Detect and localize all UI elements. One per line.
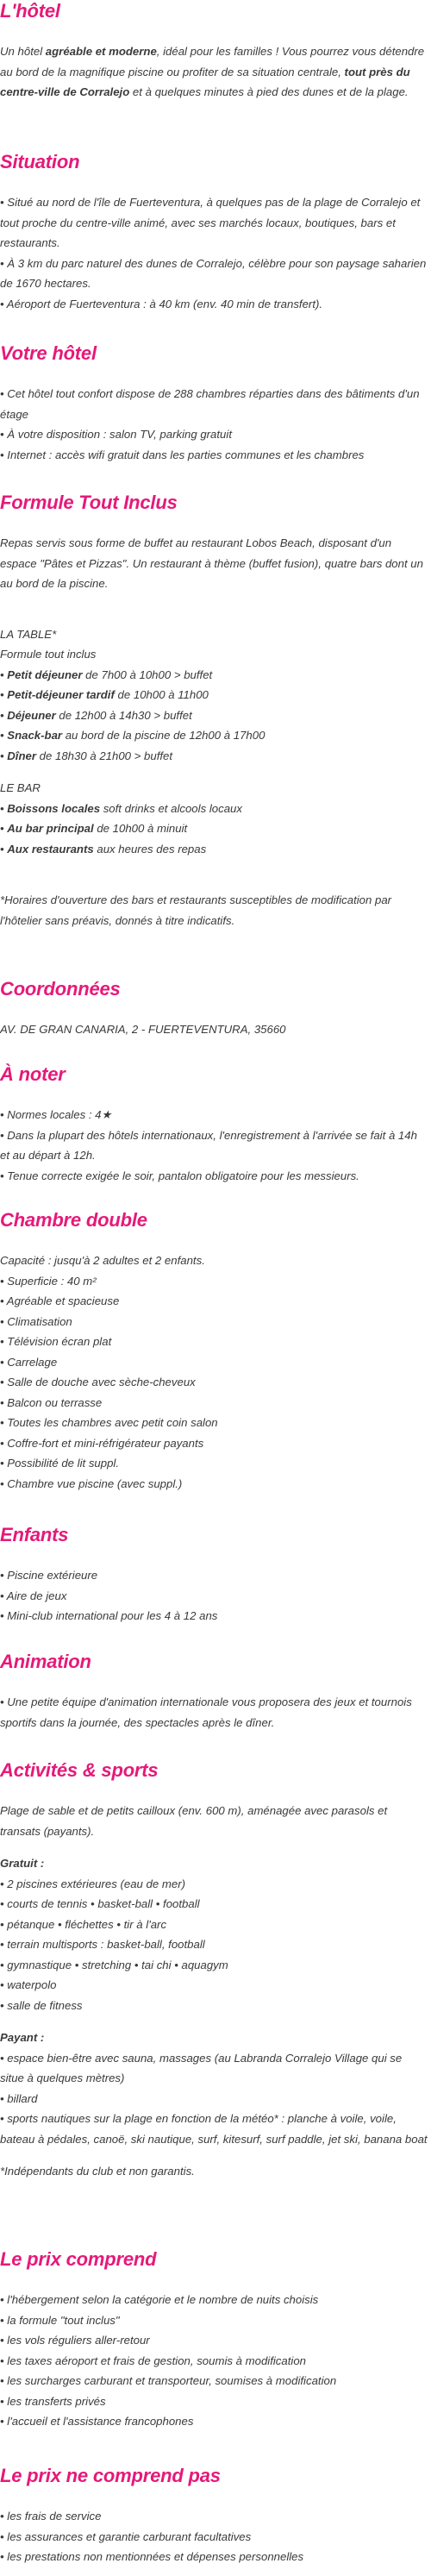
- list-item: • Climatisation: [0, 1314, 72, 1328]
- section-heading: Le prix ne comprend pas: [0, 2465, 221, 2486]
- section-heading: Chambre double: [0, 1209, 147, 1231]
- section-coordonnees: [0, 978, 428, 1040]
- list-item: • Salle de douche avec sèche-cheveux: [0, 1376, 196, 1388]
- table-subtitle: Formule tout inclus: [0, 648, 97, 661]
- list-item: • Carrelage: [0, 1355, 58, 1369]
- list-item: • courts de tennis • basket-ball • football: [0, 1897, 200, 1910]
- section-heading: Votre hôtel: [0, 342, 97, 364]
- list-item: • les transferts privés: [0, 2394, 106, 2408]
- list-item: • À votre disposition : salon TV, parking gratuit: [0, 428, 232, 441]
- list-item: • terrain multisports : basket-ball, football: [0, 1938, 205, 1951]
- list-item: • Snack-bar au bord de la piscine de 12h00 à 17h00: [0, 729, 265, 742]
- list-item: • les frais de service: [0, 2510, 102, 2523]
- list-item: • Coffre-fort et mini-réfrigérateur payants: [0, 1436, 204, 1450]
- section-prix-ne-comprend: [0, 2465, 428, 2567]
- list-item: • Chambre vue piscine (avec suppl.): [0, 1476, 183, 1490]
- list-item: • waterpolo: [0, 1978, 57, 1991]
- list-item: • Aire de jeux: [0, 1589, 67, 1602]
- list-item: • Petit déjeuner de 7h00 à 10h00 > buffet: [0, 668, 213, 681]
- list-item: • les vols réguliers aller-retour: [0, 2334, 150, 2347]
- list-item: • sports nautiques sur la plage en fonction de la météo* : planche à voile, voile, bateau à pédales, canoë, ski nautique, surf, kitesurf, surf paddle, jet ski, banana boat: [0, 2112, 428, 2146]
- list-item: • Piscine extérieure: [0, 1569, 98, 1582]
- section-hotel: [0, 0, 428, 103]
- section-heading: Formule Tout Inclus: [0, 492, 178, 513]
- list-item: • Internet : accès wifi gratuit dans les parties communes et les chambres: [0, 448, 365, 461]
- section-tout-inclus: [0, 492, 428, 931]
- section-heading: Activités & sports: [0, 1759, 159, 1781]
- section-heading: Situation: [0, 151, 80, 172]
- list-item: • Superficie : 40 m²: [0, 1274, 97, 1288]
- list-item: • 2 piscines extérieures (eau de mer): [0, 1877, 185, 1890]
- list-item: • pétanque • fléchettes • tir à l'arc: [0, 1917, 167, 1931]
- list-item: • l'hébergement selon la catégorie et le nombre de nuits choisis: [0, 2293, 319, 2306]
- list-item: • les assurances et garantie carburant facultatives: [0, 2529, 252, 2543]
- tout-inclus-intro: Repas servis sous forme de buffet au restaurant Lobos Beach, disposant d'un espace "Pâtes et Pizzas". Un restaurant à thème (buffet fusion), quatre bars dont un au bord de la piscine.: [0, 536, 423, 590]
- list-item: • À 3 km du parc naturel des dunes de Corralejo, célèbre pour son paysage saharien de 1670 hectares.: [0, 256, 427, 290]
- section-enfants: [0, 1524, 428, 1626]
- list-item: • billard: [0, 2091, 38, 2105]
- list-item: • Cet hôtel tout confort dispose de 288 chambres réparties dans des bâtiments d'un étage: [0, 387, 420, 421]
- section-heading: Enfants: [0, 1524, 69, 1545]
- list-item: • Possibilité de lit suppl.: [0, 1457, 120, 1470]
- section-a-noter: [0, 1063, 428, 1186]
- list-item: • Aéroport de Fuerteventura : à 40 km (env. 40 min de transfert).: [0, 297, 323, 310]
- section-prix-comprend: [0, 2248, 428, 2432]
- list-item: • les taxes aéroport et frais de gestion, soumis à modification: [0, 2353, 306, 2367]
- list-item: • l'accueil et l'assistance francophones: [0, 2415, 194, 2428]
- list-item: • Situé au nord de l'île de Fuerteventura, à quelques pas de la plage de Corralejo et tout proche du centre-ville animé, avec ses marchés locaux, boutiques, bars et restaurants.: [0, 196, 421, 249]
- list-item: • la formule "tout inclus": [0, 2313, 120, 2327]
- section-heading: Le prix comprend: [0, 2248, 157, 2270]
- list-item: • Balcon ou terrasse: [0, 1395, 103, 1409]
- tout-inclus-note: *Horaires d'ouverture des bars et restaurants susceptibles de modification par l'hôtelier sans préavis, donnés à titre indicatifs.: [0, 893, 392, 927]
- list-item: • Mini-club international pour les 4 à 12 ans: [0, 1609, 218, 1622]
- gratuit-title: Gratuit :: [0, 1857, 45, 1870]
- section-situation: [0, 151, 428, 314]
- section-chambre: [0, 1209, 428, 1494]
- list-item: • Aux restaurants aux heures des repas: [0, 842, 207, 856]
- section-votre-hotel: [0, 342, 428, 465]
- list-item: • Dans la plupart des hôtels internationaux, l'enregistrement à l'arrivée se fait à 14h et au départ à 12h.: [0, 1128, 417, 1162]
- list-item: • Normes locales : 4★: [0, 1108, 112, 1121]
- list-item: • les surcharges carburant et transporteur, soumises à modification: [0, 2374, 337, 2387]
- section-heading: L'hôtel: [0, 0, 60, 22]
- list-item: • Petit-déjeuner tardif de 10h00 à 11h00: [0, 688, 209, 701]
- chambre-intro: Capacité : jusqu'à 2 adultes et 2 enfants.: [0, 1254, 205, 1267]
- section-animation: [0, 1651, 428, 1733]
- list-item: • gymnastique • stretching • tai chi • aquagym: [0, 1958, 228, 1971]
- list-item: • Déjeuner de 12h00 à 14h30 > buffet: [0, 708, 192, 722]
- list-item: • les prestations non mentionnées et dépenses personnelles: [0, 2550, 304, 2563]
- list-item: • espace bien-être avec sauna, massages (au Labranda Corralejo Village qui se situe à quelques mètres): [0, 2051, 403, 2084]
- list-item: • Télévision écran plat: [0, 1335, 112, 1348]
- payant-title: Payant :: [0, 2031, 45, 2044]
- list-item: • Dîner de 18h30 à 21h00 > buffet: [0, 749, 173, 762]
- list-item: • salle de fitness: [0, 1998, 83, 2012]
- table-title: LA TABLE*: [0, 627, 57, 641]
- list-item: • Boissons locales soft drinks et alcools locaux: [0, 801, 242, 815]
- activites-note: *Indépendants du club et non garantis.: [0, 2165, 195, 2178]
- section-heading: À noter: [0, 1063, 66, 1085]
- bar-title: LE BAR: [0, 781, 41, 794]
- list-item: • Toutes les chambres avec petit coin salon: [0, 1416, 218, 1429]
- animation-text: • Une petite équipe d'animation internationale vous proposera des jeux et tournois sportifs dans la journée, des spectacles après le dîner.: [0, 1695, 412, 1729]
- section-heading: Coordonnées: [0, 978, 121, 1000]
- section-activites: [0, 1759, 428, 2182]
- list-item: • Au bar principal de 10h00 à minuit: [0, 822, 188, 835]
- address: AV. DE GRAN CANARIA, 2 - FUERTEVENTURA, 35660: [0, 1023, 286, 1036]
- section-heading: Animation: [0, 1651, 91, 1672]
- list-item: • Agréable et spacieuse: [0, 1294, 120, 1307]
- list-item: • Tenue correcte exigée le soir, pantalon obligatoire pour les messieurs.: [0, 1169, 359, 1182]
- hotel-intro: Un hôtel agréable et moderne, idéal pour les familles ! Vous pourrez vous détendre au bord de la magnifique piscine ou profiter de sa situation centrale, tout près du centre-ville de Corralejo et à quelques minutes à pied des dunes et de la plage.: [0, 45, 425, 98]
- activites-intro: Plage de sable et de petits cailloux (env. 600 m), aménagée avec parasols et transats (payants).: [0, 1804, 388, 1838]
